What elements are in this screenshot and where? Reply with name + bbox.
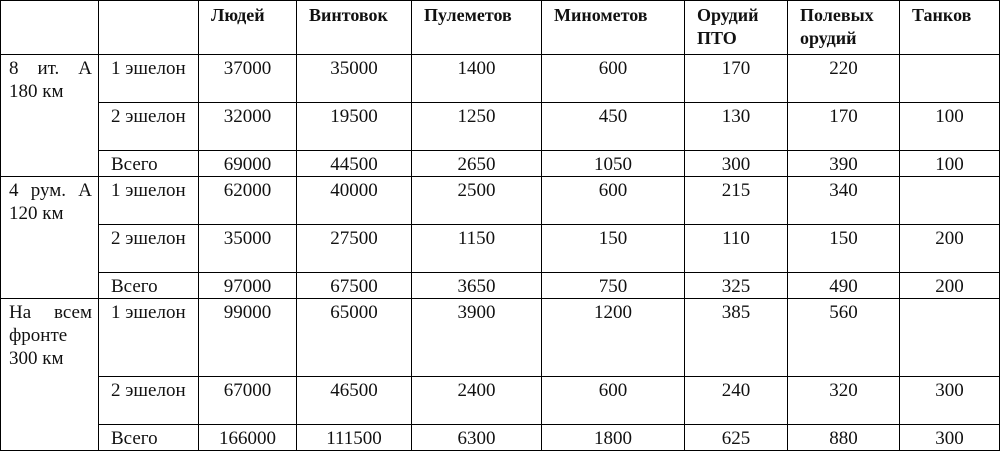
value-cell xyxy=(900,299,1000,377)
value-cell: 600 xyxy=(542,177,685,225)
value-cell: 220 xyxy=(788,55,900,103)
value-cell: 2400 xyxy=(412,377,542,425)
value-cell: 1050 xyxy=(542,151,685,177)
value-cell: 1250 xyxy=(412,103,542,151)
value-cell: 300 xyxy=(685,151,788,177)
echelon-label: Всего xyxy=(99,273,199,299)
value-cell: 69000 xyxy=(199,151,297,177)
header-row xyxy=(1,1,1000,55)
value-cell: 67500 xyxy=(297,273,412,299)
value-cell: 44500 xyxy=(297,151,412,177)
value-cell: 2650 xyxy=(412,151,542,177)
value-cell: 46500 xyxy=(297,377,412,425)
table-row xyxy=(1,151,1000,177)
value-cell: 100 xyxy=(900,103,1000,151)
group-label: 8 ит. А 180 км xyxy=(1,55,99,177)
value-cell: 200 xyxy=(900,273,1000,299)
value-cell: 35000 xyxy=(199,225,297,273)
value-cell: 625 xyxy=(685,425,788,451)
value-cell: 3650 xyxy=(412,273,542,299)
echelon-label: 1 эшелон xyxy=(99,299,199,377)
table-row xyxy=(1,425,1000,451)
header-cell: Винтовок xyxy=(297,1,412,55)
value-cell: 170 xyxy=(685,55,788,103)
table-row xyxy=(1,299,1000,377)
value-cell: 325 xyxy=(685,273,788,299)
header-cell: Пулеметов xyxy=(412,1,542,55)
table-row xyxy=(1,103,1000,151)
value-cell: 27500 xyxy=(297,225,412,273)
value-cell: 1800 xyxy=(542,425,685,451)
value-cell: 2500 xyxy=(412,177,542,225)
value-cell: 170 xyxy=(788,103,900,151)
value-cell: 150 xyxy=(788,225,900,273)
group-label: На всем фронте 300 км xyxy=(1,299,99,451)
value-cell: 1150 xyxy=(412,225,542,273)
value-cell: 1400 xyxy=(412,55,542,103)
header-cell: Орудий ПТО xyxy=(685,1,788,55)
value-cell: 560 xyxy=(788,299,900,377)
echelon-label: 1 эшелон xyxy=(99,177,199,225)
echelon-label: Всего xyxy=(99,151,199,177)
value-cell: 99000 xyxy=(199,299,297,377)
value-cell: 166000 xyxy=(199,425,297,451)
value-cell: 62000 xyxy=(199,177,297,225)
value-cell: 1200 xyxy=(542,299,685,377)
header-cell xyxy=(99,1,199,55)
header-cell: Минометов xyxy=(542,1,685,55)
value-cell: 600 xyxy=(542,377,685,425)
value-cell: 100 xyxy=(900,151,1000,177)
value-cell: 240 xyxy=(685,377,788,425)
echelon-label: 2 эшелон xyxy=(99,225,199,273)
value-cell: 32000 xyxy=(199,103,297,151)
value-cell: 6300 xyxy=(412,425,542,451)
value-cell: 40000 xyxy=(297,177,412,225)
value-cell: 880 xyxy=(788,425,900,451)
value-cell: 490 xyxy=(788,273,900,299)
table-row xyxy=(1,377,1000,425)
value-cell: 750 xyxy=(542,273,685,299)
value-cell: 215 xyxy=(685,177,788,225)
value-cell: 450 xyxy=(542,103,685,151)
table-row xyxy=(1,225,1000,273)
header-cell: Полевых орудий xyxy=(788,1,900,55)
table-row xyxy=(1,55,1000,103)
echelon-label: Всего xyxy=(99,425,199,451)
table-row xyxy=(1,273,1000,299)
value-cell: 67000 xyxy=(199,377,297,425)
header-cell: Танков xyxy=(900,1,1000,55)
value-cell: 200 xyxy=(900,225,1000,273)
value-cell: 65000 xyxy=(297,299,412,377)
value-cell: 3900 xyxy=(412,299,542,377)
value-cell: 390 xyxy=(788,151,900,177)
value-cell: 35000 xyxy=(297,55,412,103)
value-cell: 97000 xyxy=(199,273,297,299)
value-cell: 385 xyxy=(685,299,788,377)
value-cell: 110 xyxy=(685,225,788,273)
echelon-label: 2 эшелон xyxy=(99,377,199,425)
value-cell: 340 xyxy=(788,177,900,225)
value-cell: 320 xyxy=(788,377,900,425)
value-cell xyxy=(900,55,1000,103)
table-row xyxy=(1,177,1000,225)
value-cell: 111500 xyxy=(297,425,412,451)
echelon-label: 1 эшелон xyxy=(99,55,199,103)
value-cell: 600 xyxy=(542,55,685,103)
value-cell: 300 xyxy=(900,377,1000,425)
value-cell: 300 xyxy=(900,425,1000,451)
value-cell: 130 xyxy=(685,103,788,151)
value-cell xyxy=(900,177,1000,225)
value-cell: 150 xyxy=(542,225,685,273)
table-body xyxy=(1,55,1000,451)
header-cell: Людей xyxy=(199,1,297,55)
header-cell xyxy=(1,1,99,55)
value-cell: 37000 xyxy=(199,55,297,103)
value-cell: 19500 xyxy=(297,103,412,151)
echelon-label: 2 эшелон xyxy=(99,103,199,151)
group-label: 4 рум. А 120 км xyxy=(1,177,99,299)
